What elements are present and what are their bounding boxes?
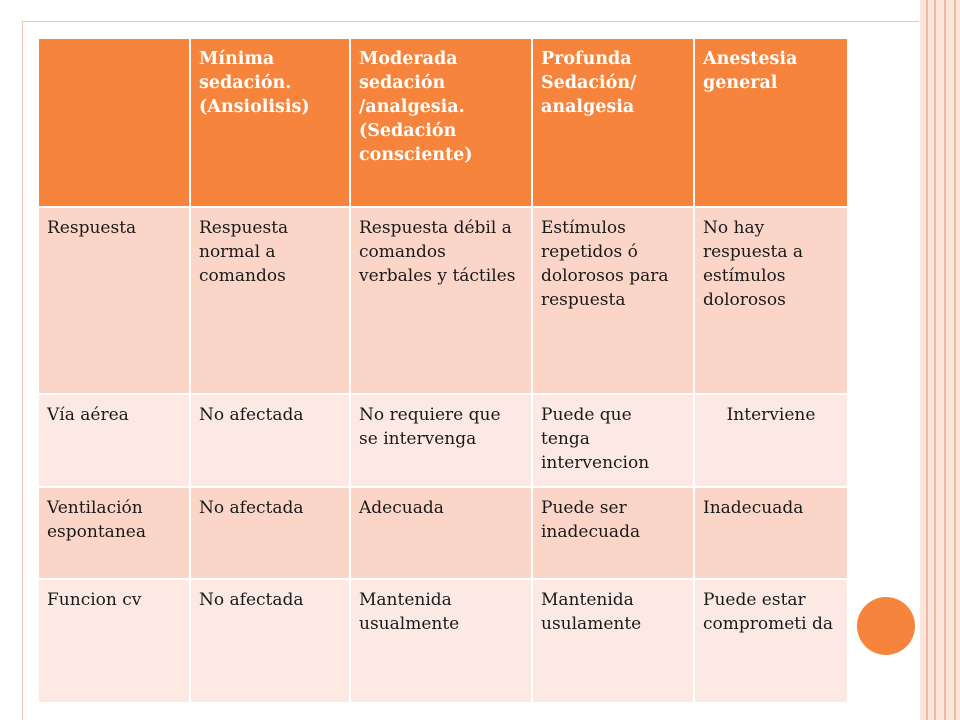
- table-row: [38, 487, 848, 580]
- row-label: Ventilación espontanea: [38, 487, 190, 580]
- slide-border-top: [22, 21, 919, 22]
- table-cell: Interviene: [694, 394, 848, 487]
- slide-top-margin: [0, 0, 920, 22]
- table-cell: Puede ser inadecuada: [532, 487, 694, 580]
- stripe: [934, 0, 936, 720]
- table-cell: Mantenida usualmente: [350, 579, 532, 703]
- table-cell: Mantenida usulamente: [532, 579, 694, 703]
- decorative-stripes: [920, 0, 960, 720]
- table-cell: Estímulos repetidos ó dolorosos para respuesta: [532, 207, 694, 394]
- table-row: [38, 394, 848, 487]
- sedation-table: [37, 37, 849, 704]
- slide-left-margin: [0, 0, 23, 720]
- table-row: [38, 579, 848, 703]
- table-cell: Respuesta normal a comandos: [190, 207, 350, 394]
- row-label: Respuesta: [38, 207, 190, 394]
- header-cell: Anestesia general: [694, 38, 848, 207]
- header-cell: [38, 38, 190, 207]
- table-cell: Puede estar comprometi da: [694, 579, 848, 703]
- row-label: Funcion cv: [38, 579, 190, 703]
- table-cell: No afectada: [190, 394, 350, 487]
- table-header-row: [38, 38, 848, 207]
- table-row: [38, 207, 848, 394]
- table-cell: Respuesta débil a comandos verbales y táctiles: [350, 207, 532, 394]
- stripe: [944, 0, 946, 720]
- table-cell: No requiere que se intervenga: [350, 394, 532, 487]
- table-cell: No hay respuesta a estímulos dolorosos: [694, 207, 848, 394]
- accent-circle: [857, 597, 915, 655]
- header-cell: Moderada sedación /analgesia. (Sedación consciente): [350, 38, 532, 207]
- slide-border-left: [22, 21, 23, 720]
- header-cell: Profunda Sedación/ analgesia: [532, 38, 694, 207]
- header-cell: Mínima sedación. (Ansiolisis): [190, 38, 350, 207]
- stripe: [954, 0, 956, 720]
- table-cell: Puede que tenga intervencion: [532, 394, 694, 487]
- table-cell: No afectada: [190, 579, 350, 703]
- table-cell: Inadecuada: [694, 487, 848, 580]
- stripe: [926, 0, 928, 720]
- table-cell: No afectada: [190, 487, 350, 580]
- row-label: Vía aérea: [38, 394, 190, 487]
- table-cell: Adecuada: [350, 487, 532, 580]
